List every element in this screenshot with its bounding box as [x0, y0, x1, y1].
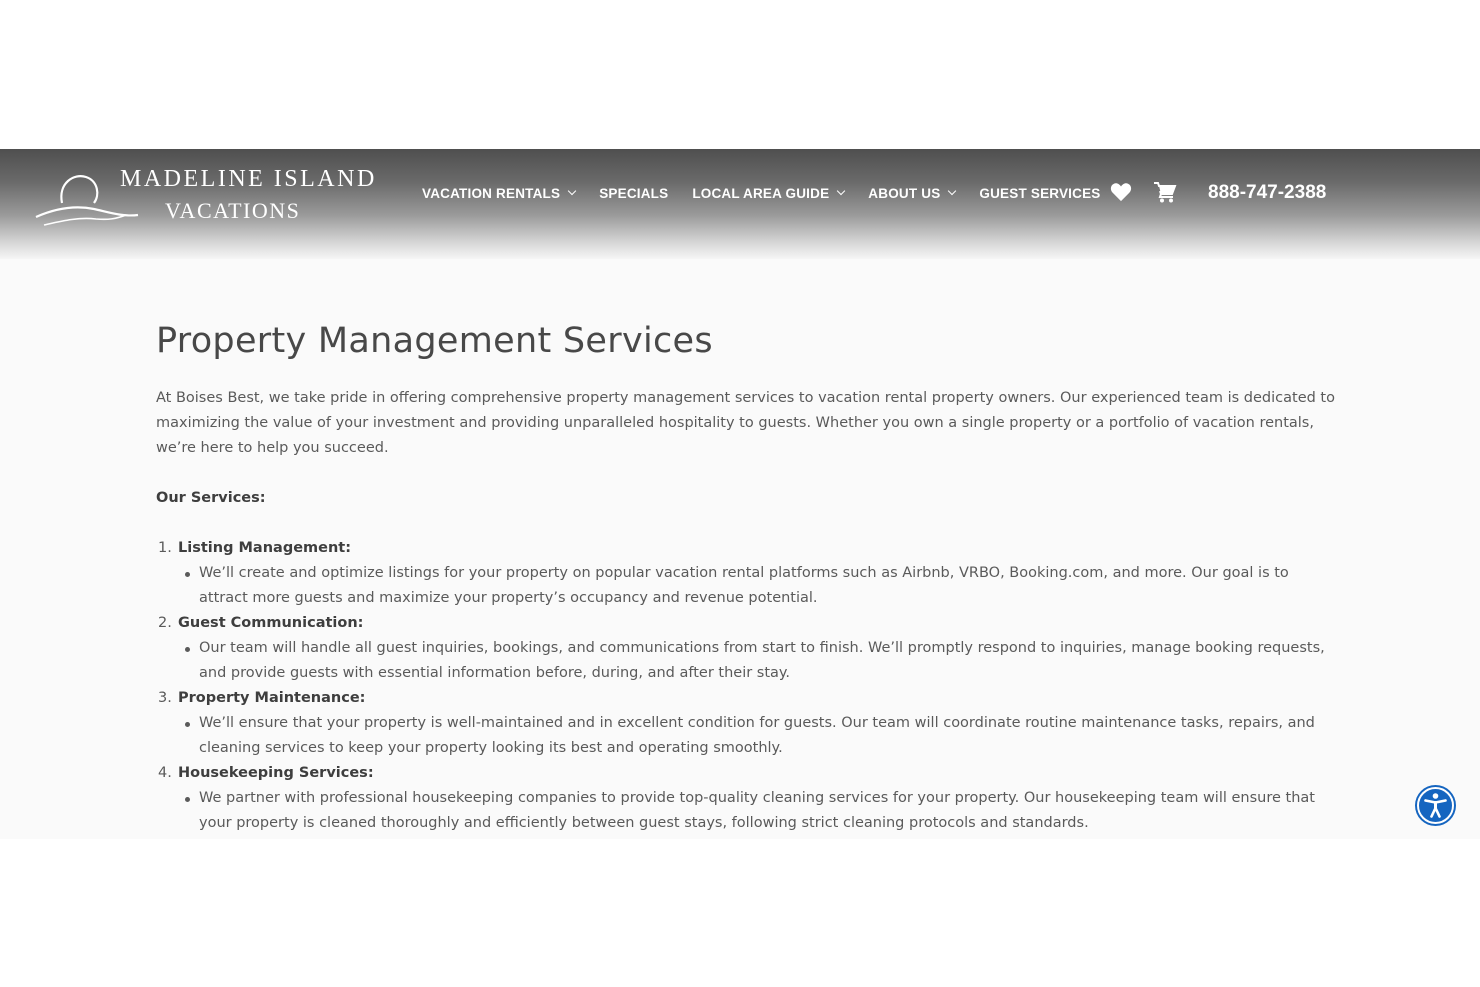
site-logo[interactable] — [34, 163, 377, 233]
chevron-down-icon — [948, 187, 956, 195]
top-whitespace — [0, 0, 1480, 149]
nav-label: VACATION RENTALS — [422, 185, 561, 201]
accessibility-icon — [1415, 785, 1456, 826]
nav-label: ABOUT US — [868, 185, 941, 201]
page-title: Property Management Services — [156, 321, 713, 361]
service-item — [156, 761, 1336, 836]
service-description-item — [156, 786, 1336, 836]
main-content — [156, 317, 1336, 836]
logo-text-line2: VACATIONS — [165, 198, 301, 223]
nav-guest-services[interactable] — [979, 186, 1100, 201]
bullet-icon — [185, 722, 190, 727]
logo-text-line1: MADELINE ISLAND — [120, 166, 377, 192]
service-description: We’ll ensure that your property is well-maintained and in excellent condition for guests. Our team will coordinate routine maintenance tasks, repairs, and cleaning services to keep your property looking its best and operating smoothly. — [199, 715, 1315, 756]
service-description: Our team will handle all guest inquiries, bookings, and communications from start to finish. We’ll promptly respond to inquiries, manage booking requests, and provide guests with essential information before, during, and after their stay. — [199, 640, 1325, 681]
phone-link[interactable]: 888-747-2388 — [1208, 182, 1327, 203]
service-item — [156, 611, 1336, 686]
service-description: We partner with professional housekeeping companies to provide top-quality cleaning services for your property. Our housekeeping team will ensure that your property is cleaned thoroughly and efficiently between guest stays, following strict cleaning protocols and standards. — [199, 790, 1315, 831]
accessibility-button[interactable] — [1415, 785, 1456, 826]
service-number: 1. — [158, 540, 172, 556]
nav-about-us[interactable] — [868, 186, 955, 201]
intro-paragraph: At Boises Best, we take pride in offering comprehensive property management services to vacation rental property owners. Our experienced team is dedicated to maximizing the value of your investment and providing unparalleled hospitality to guests. Whether you own a single property or a portfolio of vacation rentals, we’re here to help you succeed. — [156, 390, 1335, 456]
heart-icon[interactable] — [1110, 182, 1132, 202]
service-item — [156, 536, 1336, 611]
nav-label: GUEST SERVICES — [979, 185, 1101, 201]
service-description-item — [156, 711, 1336, 761]
chevron-down-icon — [837, 187, 845, 195]
services-list — [156, 536, 1336, 836]
service-number: 2. — [158, 615, 172, 631]
bullet-icon — [185, 647, 190, 652]
nav-label: LOCAL AREA GUIDE — [692, 185, 830, 201]
service-title: Listing Management: — [178, 540, 352, 556]
service-title: Housekeeping Services: — [178, 765, 374, 781]
service-title: Property Maintenance: — [178, 690, 366, 706]
nav-local-area-guide[interactable] — [692, 186, 844, 201]
bullet-icon — [185, 797, 190, 802]
cart-icon[interactable] — [1153, 180, 1177, 204]
service-number: 3. — [158, 690, 172, 706]
nav-label: SPECIALS — [599, 185, 669, 201]
service-number: 4. — [158, 765, 172, 781]
service-description: We’ll create and optimize listings for your property on popular vacation rental platforms such as Airbnb, VRBO, Booking.com, and more. Our goal is to attract more guests and maximize your property’s occupancy and revenue potential. — [199, 565, 1289, 606]
service-item — [156, 686, 1336, 761]
main-navigation — [422, 183, 1125, 203]
chevron-down-icon — [568, 187, 576, 195]
service-title: Guest Communication: — [178, 615, 364, 631]
site-header — [0, 149, 1480, 259]
services-heading: Our Services: — [156, 490, 266, 506]
nav-vacation-rentals[interactable] — [422, 186, 575, 201]
bullet-icon — [185, 572, 190, 577]
service-description-item — [156, 561, 1336, 611]
nav-specials[interactable] — [599, 186, 668, 201]
service-description-item — [156, 636, 1336, 686]
